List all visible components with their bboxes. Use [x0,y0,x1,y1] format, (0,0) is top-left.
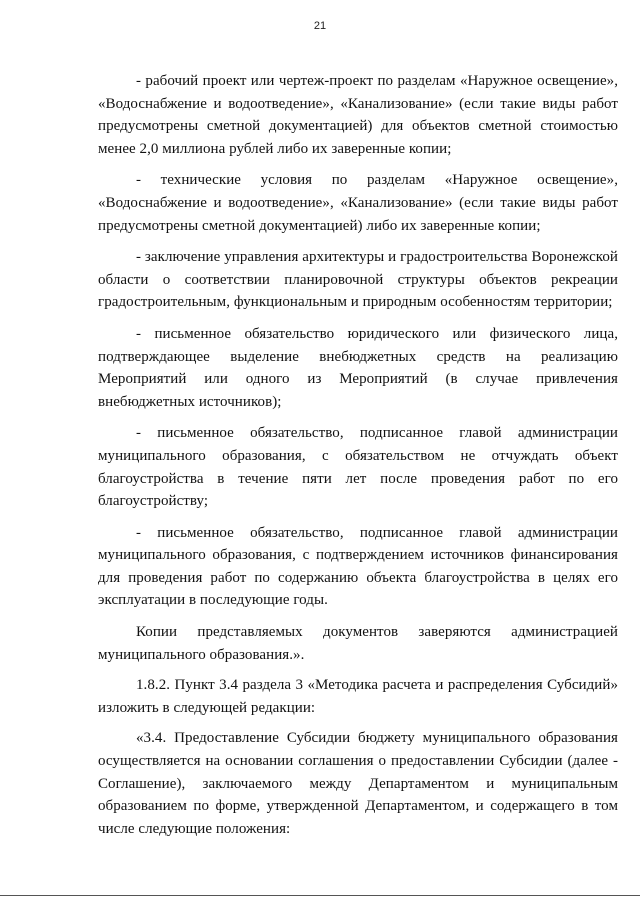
paragraph-clause-1-8-2: 1.8.2. Пункт 3.4 раздела 3 «Методика расчета и распределения Субсидий» изложить в следующей редакции: [98,677,618,716]
paragraph-architecture-conclusion: - заключение управления архитектуры и градостроительства Воронежской области о соответствии планировочной структуры объектов рекреации градостроительным, функциональным и природным особенностям территории; [98,249,618,311]
paragraph-working-project: - рабочий проект или чертеж-проект по разделам «Наружное освещение», «Водоснабжение и водоотведение», «Канализование» (если такие виды работ предусмотрены сметной документацией) для объектов сметной стоимостью менее 2,0 миллиона рублей либо их заверенные копии; [98,73,618,157]
document-body [98,70,618,849]
paragraph-financing-obligation: - письменное обязательство, подписанное главой администрации муниципального образования, с подтверждением источников финансирования для проведения работ по содержанию объекта благоустройства в целях его эксплуатации в последующие годы. [98,524,618,609]
page-number: 21 [313,20,327,32]
paragraph-clause-3-4: «3.4. Предоставление Субсидии бюджету муниципального образования осуществляется на основании соглашения о предоставлении Субсидии (далее - Соглашение), заключаемого между Департаментом и муниципальным образованием по форме, утвержденной Департаментом, и содержащего в том числе следующие положения: [98,730,618,837]
footer-rule [0,895,640,896]
paragraph-technical-conditions: - технические условия по разделам «Наружное освещение», «Водоснабжение и водоотведение», «Канализование» (если такие виды работ предусмотрены сметной документацией) либо их заверенные копии; [98,172,618,234]
paragraph-no-alienation-obligation: - письменное обязательство, подписанное главой администрации муниципального образования, с обязательством не отчуждать объект благоустройства в течение пяти лет после проведения работ по его благоустройству; [98,425,618,510]
paragraph-extrabudgetary-obligation: - письменное обязательство юридического или физического лица, подтверждающее выделение внебюджетных средств на реализацию Мероприятий или одного из Мероприятий (в случае привлечения внебюджетных источников); [98,325,618,410]
paragraph-copies-certified: Копии представляемых документов заверяются администрацией муниципального образования.». [98,624,618,663]
